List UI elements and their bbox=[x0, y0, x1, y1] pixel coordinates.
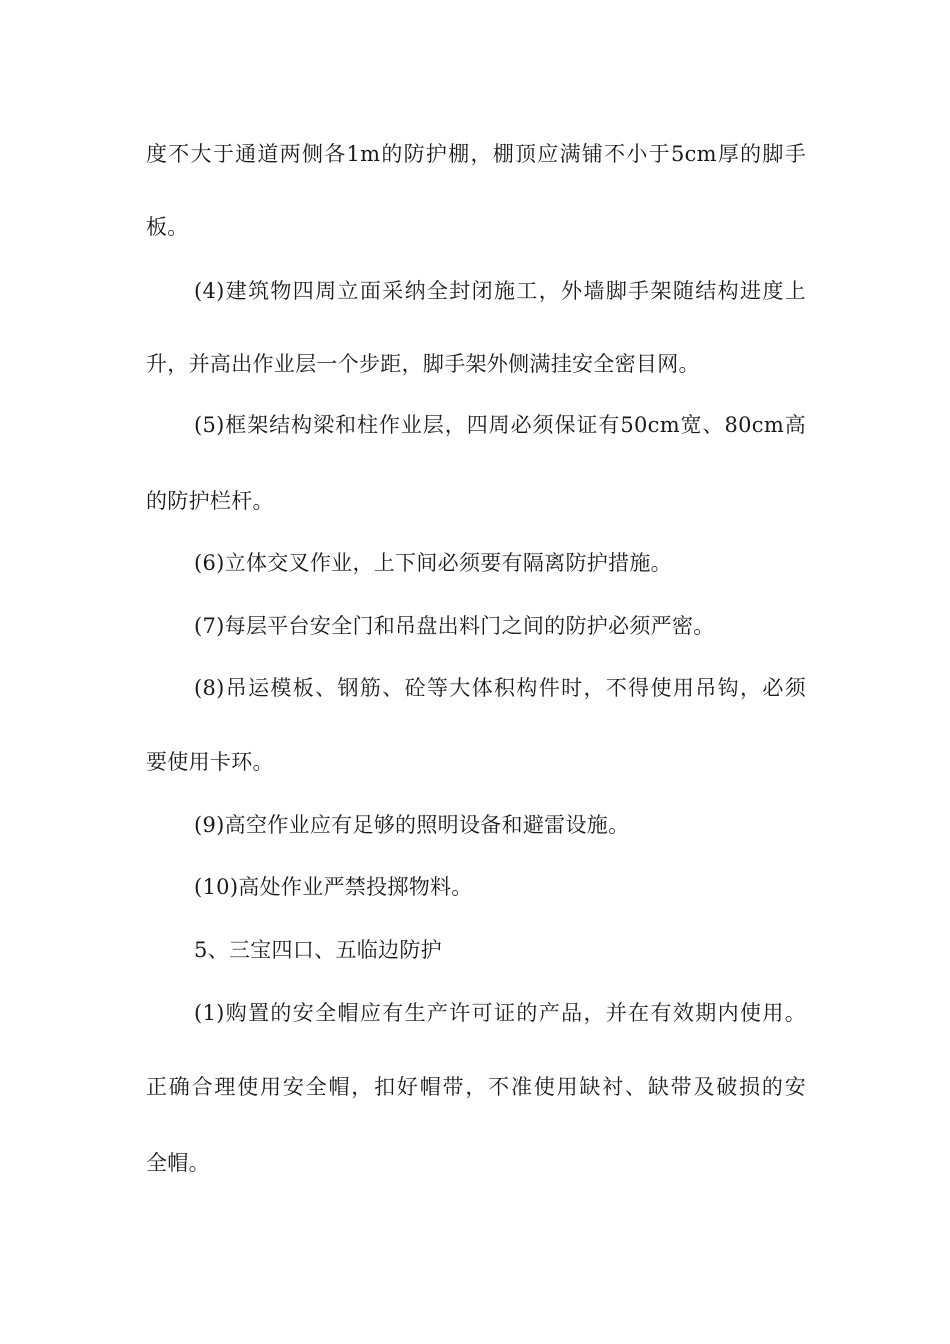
paragraph-item-5: (5)框架结构梁和柱作业层，四周必须保证有50cm宽、80cm高 bbox=[194, 413, 806, 437]
paragraph-item-6: (6)立体交叉作业，上下间必须要有隔离防护措施。 bbox=[194, 551, 672, 575]
paragraph-item-8: (8)吊运模板、钢筋、砼等大体积构件时，不得使用吊钩，必须 bbox=[194, 676, 806, 700]
text-line: 正确合理使用安全帽，扣好帽带，不准使用缺衬、缺带及破损的安 bbox=[146, 1075, 806, 1099]
text-line: 度不大于通道两侧各1m的防护棚，棚顶应满铺不小于5cm厚的脚手 bbox=[146, 142, 806, 166]
text-line: 全帽。 bbox=[146, 1151, 210, 1175]
paragraph-item-1: (1)购置的安全帽应有生产许可证的产品，并在有效期内使用。 bbox=[194, 1001, 806, 1025]
paragraph-item-9: (9)高空作业应有足够的照明设备和避雷设施。 bbox=[194, 813, 630, 837]
paragraph-item-10: (10)高处作业严禁投掷物料。 bbox=[194, 875, 473, 899]
paragraph-item-7: (7)每层平台安全门和吊盘出料门之间的防护必须严密。 bbox=[194, 614, 715, 638]
text-line: 升，并高出作业层一个步距，脚手架外侧满挂安全密目网。 bbox=[146, 352, 700, 376]
text-line: 板。 bbox=[146, 215, 189, 239]
section-heading: 5、三宝四口、五临边防护 bbox=[194, 938, 442, 962]
text-line: 的防护栏杆。 bbox=[146, 489, 274, 513]
text-line: 要使用卡环。 bbox=[146, 750, 274, 774]
paragraph-item-4: (4)建筑物四周立面采纳全封闭施工，外墙脚手架随结构进度上 bbox=[194, 279, 806, 303]
